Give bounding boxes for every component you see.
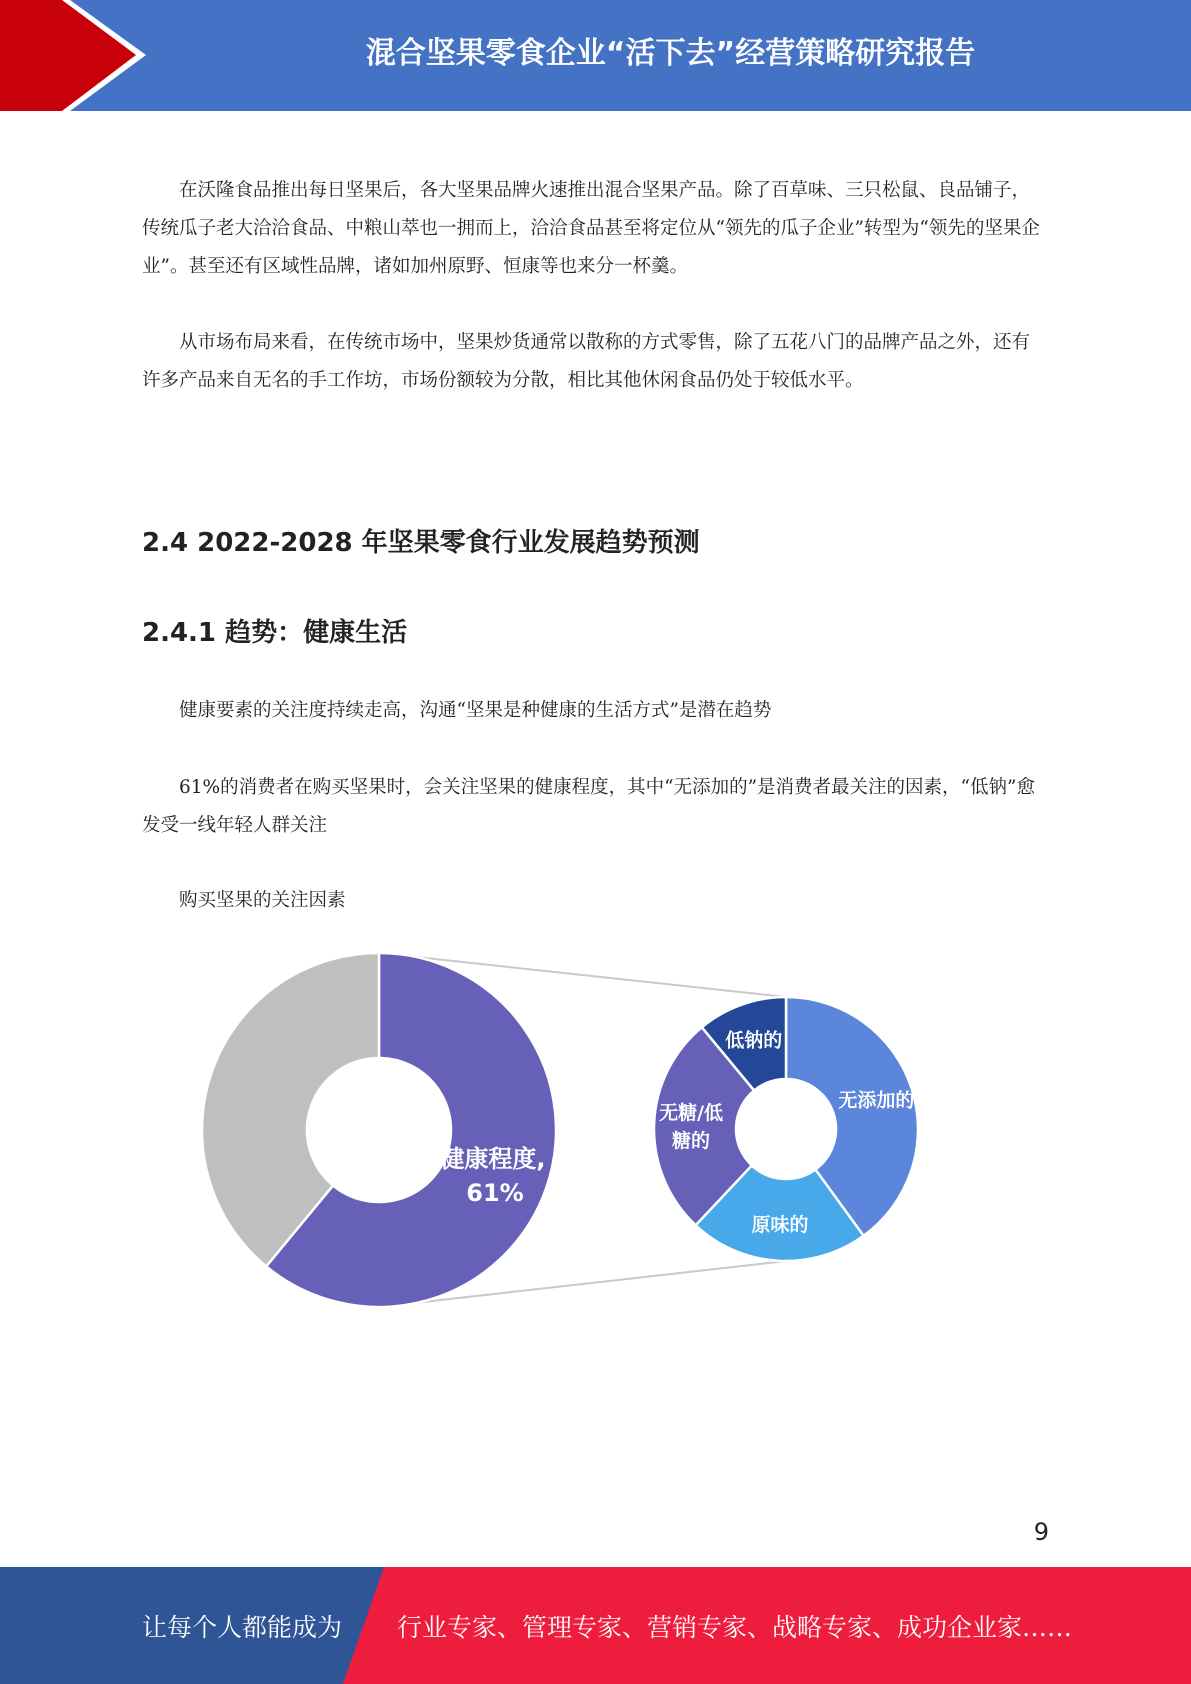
paragraph-4-container xyxy=(142,769,1047,845)
paragraph-3: 健康要素的关注度持续走高，沟通“坚果是种健康的生活方式”是潜在趋势 xyxy=(179,700,772,721)
breakdown-label-line: 低钠的 xyxy=(725,1029,783,1052)
section-heading-2-4-1: 2.4.1 趋势：健康生活 xyxy=(142,618,408,648)
pie-of-pie-chart xyxy=(0,940,1191,1320)
paragraph-4: 61%的消费者在购买坚果时，会关注坚果的健康程度，其中“无添加的”是消费者最关注的因素，“低钠”愈发受一线年轻人群关注 xyxy=(142,777,1035,836)
main-slice-label: 健康程度, xyxy=(440,1145,546,1173)
breakdown-label-line: 原味的 xyxy=(751,1213,809,1236)
page-number: 9 xyxy=(1033,1518,1049,1546)
chart-svg xyxy=(0,940,1191,1320)
breakdown-label-low-sodium xyxy=(725,1029,782,1052)
footer-slogan-left: 让每个人都能成为 xyxy=(142,1612,343,1642)
footer-slogan-right: 行业专家、管理专家、营销专家、战略专家、成功企业家…… xyxy=(397,1612,1073,1642)
paragraph-1-container xyxy=(142,172,1047,286)
breakdown-label-no-additive xyxy=(838,1089,914,1112)
paragraph-2: 从市场布局来看，在传统市场中，坚果炒货通常以散称的方式零售，除了五花八门的品牌产品之外，还有许多产品来自无名的手工作坊，市场份额较为分散，相比其他休闲食品仍处于较低水平。 xyxy=(142,332,1031,391)
main-slice-value: 61% xyxy=(466,1179,524,1207)
breakdown-label-line: 无糖/低 xyxy=(659,1102,724,1125)
paragraph-1: 在沃隆食品推出每日坚果后，各大坚果品牌火速推出混合坚果产品。除了百草味、三只松鼠、良品铺子，传统瓜子老大洽洽食品、中粮山萃也一拥而上，洽洽食品甚至将定位从“领先的瓜子企业”转型为“领先的坚果企业”。甚至还有区域性品牌，诸如加州原野、恒康等也来分一杯羹。 xyxy=(142,180,1040,277)
breakdown-label-line: 无添加的 xyxy=(838,1089,915,1112)
chart-caption: 购买坚果的关注因素 xyxy=(179,890,346,911)
paragraph-2-container xyxy=(142,324,1047,400)
section-heading-2-4: 2.4 2022-2028 年坚果零食行业发展趋势预测 xyxy=(142,528,700,558)
page-footer xyxy=(0,1567,1191,1684)
breakdown-label-original xyxy=(752,1213,809,1236)
chart-caption-container xyxy=(142,882,1047,920)
paragraph-3-container xyxy=(142,692,1047,730)
page-header xyxy=(0,0,1191,111)
breakdown-label-line: 糖的 xyxy=(672,1130,711,1153)
report-title: 混合坚果零食企业“活下去”经营策略研究报告 xyxy=(365,36,976,71)
